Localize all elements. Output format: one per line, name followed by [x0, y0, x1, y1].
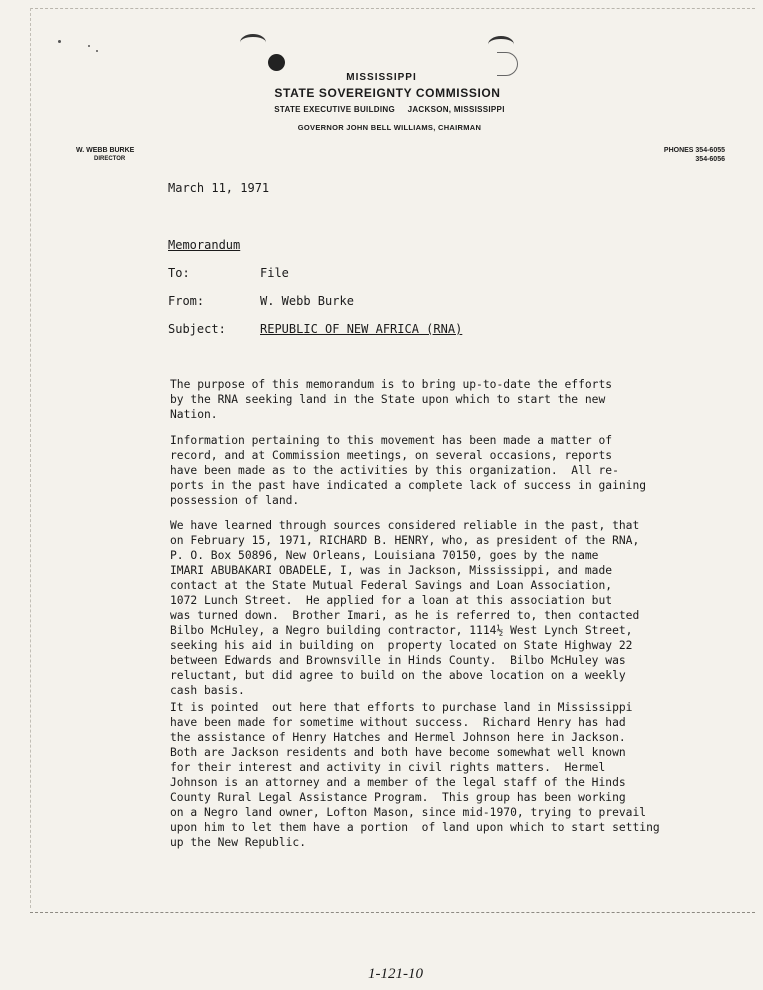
from-value: W. Webb Burke [260, 294, 354, 308]
letterhead-address: STATE EXECUTIVE BUILDING JACKSON, MISSISSIPPI [274, 105, 505, 114]
top-dashed-border [30, 8, 755, 9]
paragraph-line: reluctant, but did agree to build on the above location on a weekly [170, 669, 626, 682]
bottom-dashed-border [30, 912, 755, 913]
letterhead-commission: STATE SOVEREIGNTY COMMISSION [274, 86, 501, 100]
paragraph-line: Bilbo McHuley, a Negro building contractor, 1114½ West Lynch Street, [170, 624, 633, 637]
memo-date: March 11, 1971 [168, 181, 270, 195]
state-seal-icon [268, 54, 285, 71]
paragraph-line: record, and at Commission meetings, on several occasions, reports [170, 449, 613, 462]
paragraph-line: Nation. [170, 408, 218, 421]
paragraph-line: It is pointed out here that efforts to purchase land in Mississippi [170, 701, 633, 714]
scan-speck [88, 45, 90, 47]
paragraph-line: seeking his aid in building on property located on State Highway 22 [170, 639, 633, 652]
paragraph-line: ports in the past have indicated a complete lack of success in gaining [170, 479, 647, 492]
memo-heading: Memorandum [168, 238, 241, 252]
director-name: W. WEBB BURKE [76, 147, 135, 154]
phones-block [620, 146, 725, 164]
punch-mark-left [240, 34, 266, 51]
director-block [76, 146, 134, 164]
scan-speck [96, 50, 98, 52]
paragraph-line: The purpose of this memorandum is to bring up-to-date the efforts [170, 378, 613, 391]
scan-speck [58, 40, 61, 43]
phones-secondary: 354-6056 [695, 156, 725, 163]
paragraph-line: IMARI ABUBAKARI OBADELE, I, was in Jackson, Mississippi, and made [170, 564, 613, 577]
to-value: File [260, 266, 289, 280]
left-dashed-border [30, 8, 31, 908]
paragraph-information [170, 433, 646, 508]
page-stamp: 1-121-10 [368, 966, 423, 982]
paragraph-line: by the RNA seeking land in the State upon which to start the new [170, 393, 606, 406]
paragraph-line: Johnson is an attorney and a member of the legal staff of the Hinds [170, 776, 626, 789]
paragraph-line: was turned down. Brother Imari, as he is referred to, then contacted [170, 609, 640, 622]
to-label: To: [168, 266, 190, 280]
paragraph-line: P. O. Box 50896, New Orleans, Louisiana 70150, goes by the name [170, 549, 599, 562]
paragraph-purpose [170, 377, 612, 422]
director-title: DIRECTOR [94, 156, 126, 162]
paragraph-line: Information pertaining to this movement has been made a matter of [170, 434, 613, 447]
paragraph-line: the assistance of Henry Hatches and Hermel Johnson here in Jackson. [170, 731, 626, 744]
paragraph-line: contact at the State Mutual Federal Savings and Loan Association, [170, 579, 613, 592]
letterhead-state: MISSISSIPPI [346, 72, 417, 83]
subject-value: REPUBLIC OF NEW AFRICA (RNA) [260, 322, 463, 336]
paragraph-line: We have learned through sources considered reliable in the past, that [170, 519, 640, 532]
phones-primary: PHONES 354-6055 [663, 147, 725, 154]
paragraph-line: cash basis. [170, 684, 245, 697]
paragraph-line: upon him to let them have a portion of land upon which to start setting [170, 821, 660, 834]
paragraph-line: have been made as to the activities by this organization. All re- [170, 464, 619, 477]
paragraph-line: Both are Jackson residents and both have become somewhat well known [170, 746, 626, 759]
paragraph-line: County Rural Legal Assistance Program. This group has been working [170, 791, 626, 804]
letterhead-governor: GOVERNOR JOHN BELL WILLIAMS, CHAIRMAN [297, 123, 482, 132]
paragraph-line: up the New Republic. [170, 836, 307, 849]
paragraph-sources [170, 518, 639, 698]
paragraph-line: between Edwards and Brownsville in Hinds County. Bilbo McHuley was [170, 654, 626, 667]
paragraph-line: on a Negro land owner, Lofton Mason, since mid-1970, trying to prevail [170, 806, 647, 819]
paragraph-line: on February 15, 1971, RICHARD B. HENRY, who, as president of the RNA, [170, 534, 640, 547]
subject-label: Subject: [168, 322, 226, 336]
paragraph-line: have been made for sometime without success. Richard Henry has had [170, 716, 626, 729]
from-label: From: [168, 294, 205, 308]
paragraph-efforts [170, 700, 660, 850]
punch-mark-right [488, 36, 514, 53]
paragraph-line: for their interest and activity in civil rights matters. Hermel [170, 761, 606, 774]
paragraph-line: 1072 Lunch Street. He applied for a loan at this association but [170, 594, 613, 607]
paragraph-line: possession of land. [170, 494, 300, 507]
